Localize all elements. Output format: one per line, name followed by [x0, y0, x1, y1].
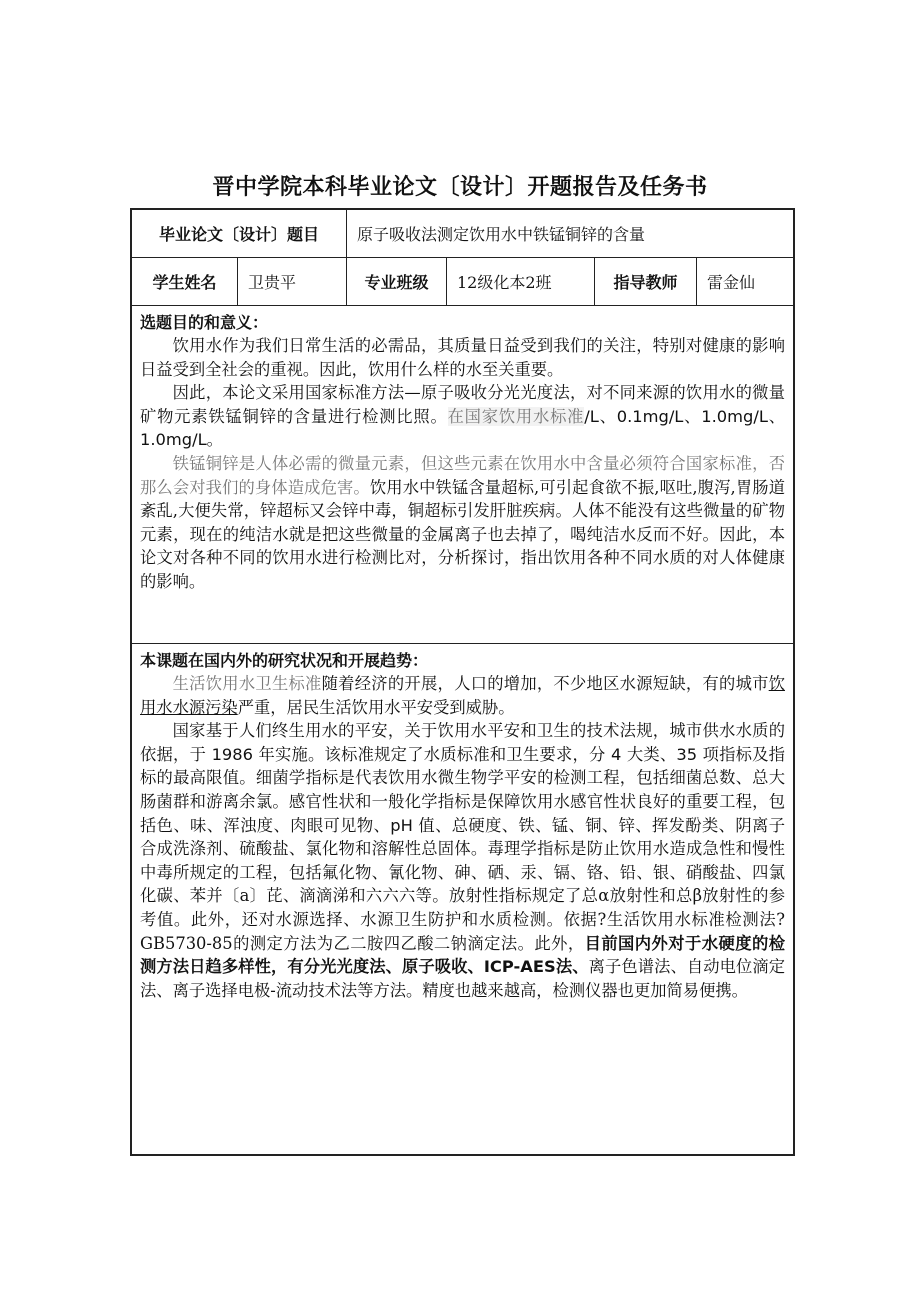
text: 35: [676, 744, 698, 764]
purpose-paragraph-1: 饮用水作为我们日常生活的必需品，其质量日益受到我们的关注，特别对健康的影响日益受到全社会的重视。因此，饮用什么样的水至关重要。: [140, 336, 785, 379]
text: 在国家饮用水标准: [447, 406, 585, 426]
text: 目前国内外对于水硬度的检测方法日趋多样性，有分光光度法、原子吸收、ICP-AES法、: [140, 933, 785, 977]
research-status-section: [132, 644, 793, 1154]
student-value: 卫贵平: [238, 258, 347, 305]
purpose-paragraph-3: [140, 452, 785, 594]
text: 饮用水中铁锰含量超标,可引起食欲不振,呕吐,腹泻,胃肠道紊乱,大便失常，锌超标又会锌中毒，铜超标引发肝脏疾病。人体不能没有这些微量的矿物元素，现在的纯洁水就是把这些微量的金属离子也去掉了，喝纯洁水反而不好。因此，本论文对各种不同的饮用水进行检测比对，分析探讨，指出饮用各种不同水质的对人体健康的影响。: [140, 477, 785, 591]
text: 饮用水水源污染: [140, 674, 785, 717]
page-title: 晋中学院本科毕业论文〔设计〕开题报告及任务书: [212, 175, 708, 200]
text: 随着经济的开展，人口的增加，不少地区水源短缺，有的城市: [321, 674, 769, 693]
class-label: 专业班级: [347, 258, 447, 305]
text: 4: [611, 744, 622, 764]
purpose-paragraph-2: [140, 381, 785, 452]
text: /L、0.1mg/L、1.0mg/L、1.0mg/L。: [140, 406, 785, 450]
topic-value: 原子吸收法测定饮用水中铁锰铜锌的含量: [357, 225, 646, 244]
text: 离子色谱法、自动电位滴定法、离子选择电极-流动技术法等方法。精度也越来越高，检测仪器也更加简易便携。: [140, 957, 785, 1000]
class-value: 12级化本2班: [447, 258, 595, 305]
text: 国家基于人们终生用水的平安，关于饮用水平安和卫生的技术法规，城市供水水质的依据，于: [140, 721, 785, 764]
text: 大类、: [626, 744, 677, 764]
text: 值、总硬度、铁、锰、铜、锌、挥发酚类、阴离子合成洗涤剂、硫酸盐、氯化物和溶解性总固体。毒理学指标是防止饮用水造成急性和慢性中毒所规定的工程，包括氟化物、氰化物、砷、硒、汞、镉、铬、铅、银、硝酸盐、四氯化碳、苯并〔a〕芘、滴滴涕和六六六等。放射性指标规定了总α放射性和总β放射性的参考值。此外，还对水源选择、水源卫生防护和水质检测。依据?生活饮用水标准检测法?GB5730-85的测定方法为乙二胺四乙酸二钠滴定法。此外，: [140, 815, 785, 953]
research-paragraph-1: [140, 672, 785, 719]
text: 生活饮用水卫生标准: [172, 674, 322, 693]
research-heading: 本课题在国内外的研究状况和开展趋势：: [140, 651, 429, 670]
research-paragraph-2: [140, 719, 785, 1002]
purpose-section: [132, 306, 793, 644]
advisor-label: 指导教师: [595, 258, 697, 305]
student-row: [132, 258, 793, 306]
purpose-heading: 选题目的和意义：: [140, 313, 269, 332]
text: 因此，本论文采用国家标准方法—原子吸收分光光度法，对不同来源的饮用水的微量矿物元素铁锰铜锌的含量进行检测比照。: [140, 383, 785, 426]
topic-label: 毕业论文〔设计〕题目: [132, 210, 347, 257]
text: pH: [390, 815, 413, 835]
advisor-value: 雷金仙: [707, 273, 756, 292]
report-table: [130, 208, 795, 1156]
topic-row: [132, 210, 793, 258]
text: 铁锰铜锌是人体必需的微量元素，但这些元素在饮用水中含量必须符合国家标准，否那么会对我们的身体造成危害。: [140, 453, 785, 497]
text: 项指标及指标的最高限值。细菌学指标是代表饮用水微生物学平安的检测工程，包括细菌总数、总大肠菌群和游离余氯。感官性状和一般化学指标是保障饮用水感官性状良好的重要工程，包括色、味、浑浊度、肉眼可见物、: [140, 744, 785, 835]
text: 严重，居民生活饮用水平安受到威胁。: [237, 697, 515, 717]
student-label: 学生姓名: [132, 258, 238, 305]
text: 1986: [211, 744, 253, 764]
text: 年实施。该标准规定了水质标准和卫生要求，分: [258, 744, 606, 764]
